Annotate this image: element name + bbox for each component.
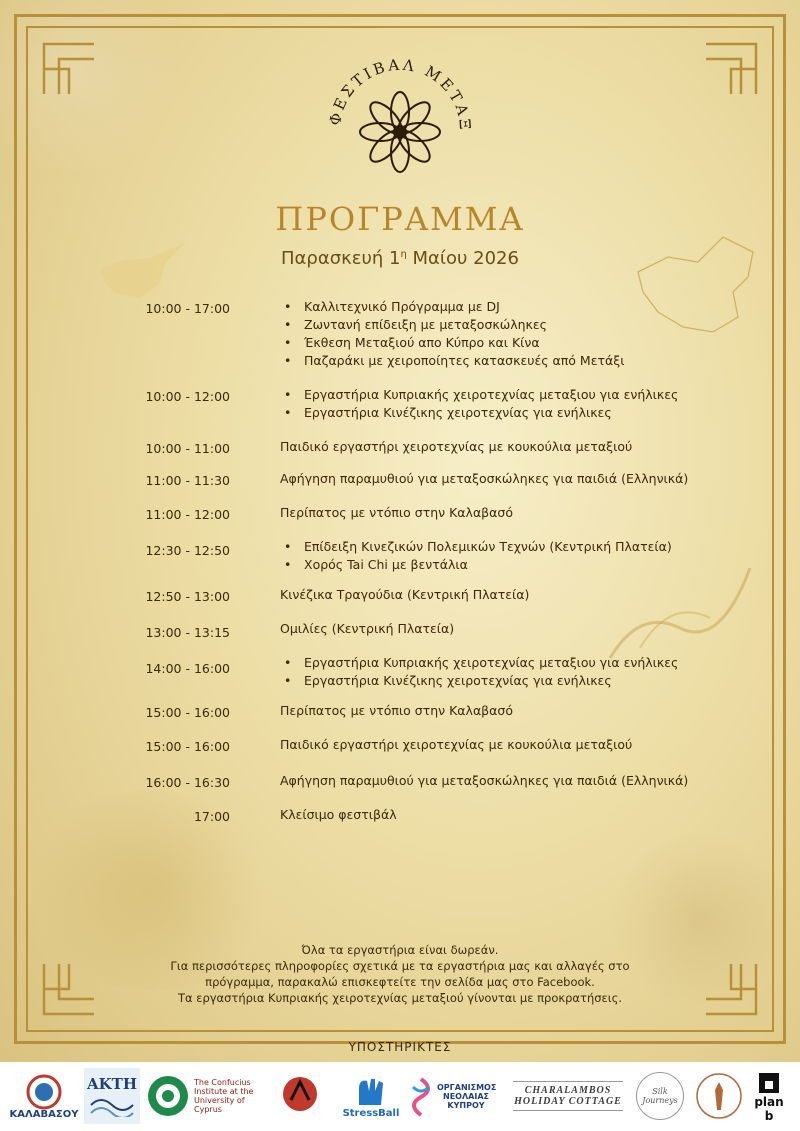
kalavasos-emblem-icon (22, 1074, 66, 1110)
frame-corner-bottom-right (696, 954, 786, 1044)
schedule-time: 14:00 - 16:00 (145, 661, 230, 676)
schedule-activity: • Χορός Tai Chi με βεντάλια (280, 556, 672, 574)
sponsor-youth-board-logo (404, 1068, 496, 1124)
schedule-activity: • Επίδειξη Κινεζικών Πολεμικών Τεχνών (Κεντρική Πλατεία) (280, 538, 672, 556)
schedule-activity: Κινέζικα Τραγούδια (Κεντρική Πλατεία) (280, 587, 530, 602)
schedule-time: 13:00 - 13:15 (145, 625, 230, 640)
frame-corner-top-left (14, 14, 104, 104)
schedule-activity: Παιδικό εργαστήρι χειροτεχνίας με κουκούλια μεταξιού (280, 737, 633, 752)
schedule-activities (280, 438, 632, 456)
note-line: Για περισσότερες πληροφορίες σχετικά με τα εργαστήρια μας και αλλαγές στο (170, 959, 630, 973)
schedule-activities (280, 386, 678, 422)
schedule-time: 10:00 - 17:00 (145, 301, 230, 316)
schedule-time: 17:00 (193, 809, 230, 824)
schedule-activities (280, 736, 632, 754)
schedule-activity: Αφήγηση παραμυθιού για μεταξοσκώληκες για παιδιά (Ελληνικά) (280, 471, 689, 486)
sponsor-kalavasos-logo (8, 1068, 80, 1124)
schedule-activities (280, 298, 624, 370)
sponsor-stressball-logo (340, 1068, 402, 1124)
note-line: Όλα τα εργαστήρια είναι δωρεάν. (301, 943, 499, 957)
page-title: ΠΡΟΓΡΑΜΜΑ (275, 200, 525, 238)
akti-wave-icon (89, 1093, 135, 1117)
schedule-activity: • Εργαστήρια Κυπριακής χειροτεχνίας μεταξιου για ενήλικες (280, 654, 678, 672)
sponsor-planb-logo (748, 1068, 790, 1124)
schedule-activity: Περίπατος με ντόπιο στην Καλαβασό (280, 505, 513, 520)
stressball-text: StressBall (342, 1107, 400, 1119)
schedule-activities (280, 806, 397, 824)
sponsor-confucius-logo (146, 1068, 268, 1124)
schedule-time: 10:00 - 12:00 (145, 389, 230, 404)
schedule-time: 11:00 - 11:30 (145, 473, 230, 488)
schedule-activities (280, 538, 672, 574)
schedule-activity: Ομιλίες (Κεντρική Πλατεία) (280, 621, 455, 636)
akti-text: ΑΚΤΗ (86, 1075, 137, 1093)
event-date-suffix: Μαίου 2026 (406, 248, 519, 269)
youth-board-swirl-icon (405, 1075, 437, 1117)
red-emblem-icon (279, 1072, 321, 1120)
event-date-prefix: Παρασκευή 1 (281, 248, 401, 269)
sponsor-charalambos-logo (508, 1068, 628, 1124)
festival-logo-text: ΦΕΣΤΙΒΑΛ ΜΕΤΑΞ (325, 55, 475, 133)
schedule-time: 16:00 - 16:30 (145, 775, 230, 790)
schedule-time: 15:00 - 16:00 (145, 705, 230, 720)
note-line: πρόγραμμα, παρακαλώ επισκεφτείτε την σελίδα μας στο Facebook. (205, 975, 595, 989)
schedule-activities (280, 504, 513, 522)
youth-board-text: ΟΡΓΑΝΙΣΜΟΣ ΝΕΟΛΑΙΑΣ ΚΥΠΡΟΥ (437, 1082, 497, 1110)
stressball-hand-icon (351, 1075, 391, 1109)
schedule-time: 11:00 - 12:00 (145, 507, 230, 522)
note-line: Τα εργαστήρια Κυπριακής χειροτεχνίας μεταξιού γίνονται με προκρατήσεις. (177, 991, 623, 1005)
schedule-activity: Κλείσιμο φεστιβάλ (280, 807, 397, 822)
schedule-activities (280, 586, 529, 604)
schedule-activities (280, 654, 678, 690)
sponsor-seal-logo (692, 1068, 746, 1124)
info-notes (100, 942, 700, 1006)
sponsor-akti-logo (84, 1068, 140, 1124)
confucius-text: The Confucius Institute at the University of Cyprus (194, 1078, 254, 1114)
schedule-activities (280, 702, 513, 720)
sponsor-logos-bar (0, 1062, 800, 1131)
festival-logo-graphic (320, 50, 480, 200)
schedule-activity: • Εργαστήρια Κυπριακής χειροτεχνίας μεταξιου για ενήλικες (280, 386, 678, 404)
event-date (0, 248, 800, 269)
confucius-emblem-icon (146, 1074, 190, 1118)
silk-journeys-text: Silk Journeys (642, 1087, 678, 1105)
schedule-activity: • Εργαστήρια Κινέζικης χειροτεχνίας για ενήλικες (280, 672, 678, 690)
schedule-activity: • Παζαράκι με χειροποίητες κατασκευές από Μετάξι (280, 352, 624, 370)
frame-corner-bottom-left (14, 954, 104, 1044)
schedule-activities (280, 470, 688, 488)
schedule-activities (280, 772, 688, 790)
event-date-sup: η (400, 249, 407, 260)
supporters-title: ΥΠΟΣΤΗΡΙΚΤΕΣ (348, 1040, 452, 1054)
frame-corner-top-right (696, 14, 786, 104)
seal-figure-icon (695, 1072, 743, 1120)
schedule-activity: • Εργαστήρια Κινέζικης χειροτεχνίας για ενήλικες (280, 404, 678, 422)
schedule-activity: Περίπατος με ντόπιο στην Καλαβασό (280, 703, 513, 718)
schedule-activity: Παιδικό εργαστήρι χειροτεχνίας με κουκούλια μεταξιού (280, 439, 633, 454)
planb-text: plan b (754, 1095, 784, 1123)
planb-house-icon (757, 1069, 781, 1095)
sponsor-red-emblem-logo (270, 1068, 330, 1124)
svg-text:ΦΕΣΤΙΒΑΛ ΜΕΤΑΞΙΟΥ (320, 50, 474, 133)
schedule-time: 12:30 - 12:50 (145, 543, 230, 558)
festival-logo (320, 50, 480, 200)
schedule-activity: Αφήγηση παραμυθιού για μεταξοσκώληκες για παιδιά (Ελληνικά) (280, 773, 689, 788)
charalambos-text: CHARALAMBOS HOLIDAY COTTAGE (513, 1081, 623, 1111)
schedule-activities (280, 620, 454, 638)
schedule-activity: • Ζωντανή επίδειξη με μεταξοσκώληκες (280, 316, 624, 334)
kalavasos-text: ΚΑΛΑΒΑΣΟΥ (9, 1108, 79, 1120)
schedule-activity: • Έκθεση Μεταξιού απο Κύπρο και Κίνα (280, 334, 624, 352)
schedule-activity: • Καλλιτεχνικό Πρόγραμμα με DJ (280, 298, 624, 316)
sponsor-silk-journeys-logo (634, 1068, 686, 1124)
schedule-time: 12:50 - 13:00 (145, 589, 230, 604)
schedule-time: 10:00 - 11:00 (145, 441, 230, 456)
schedule-time: 15:00 - 16:00 (145, 739, 230, 754)
